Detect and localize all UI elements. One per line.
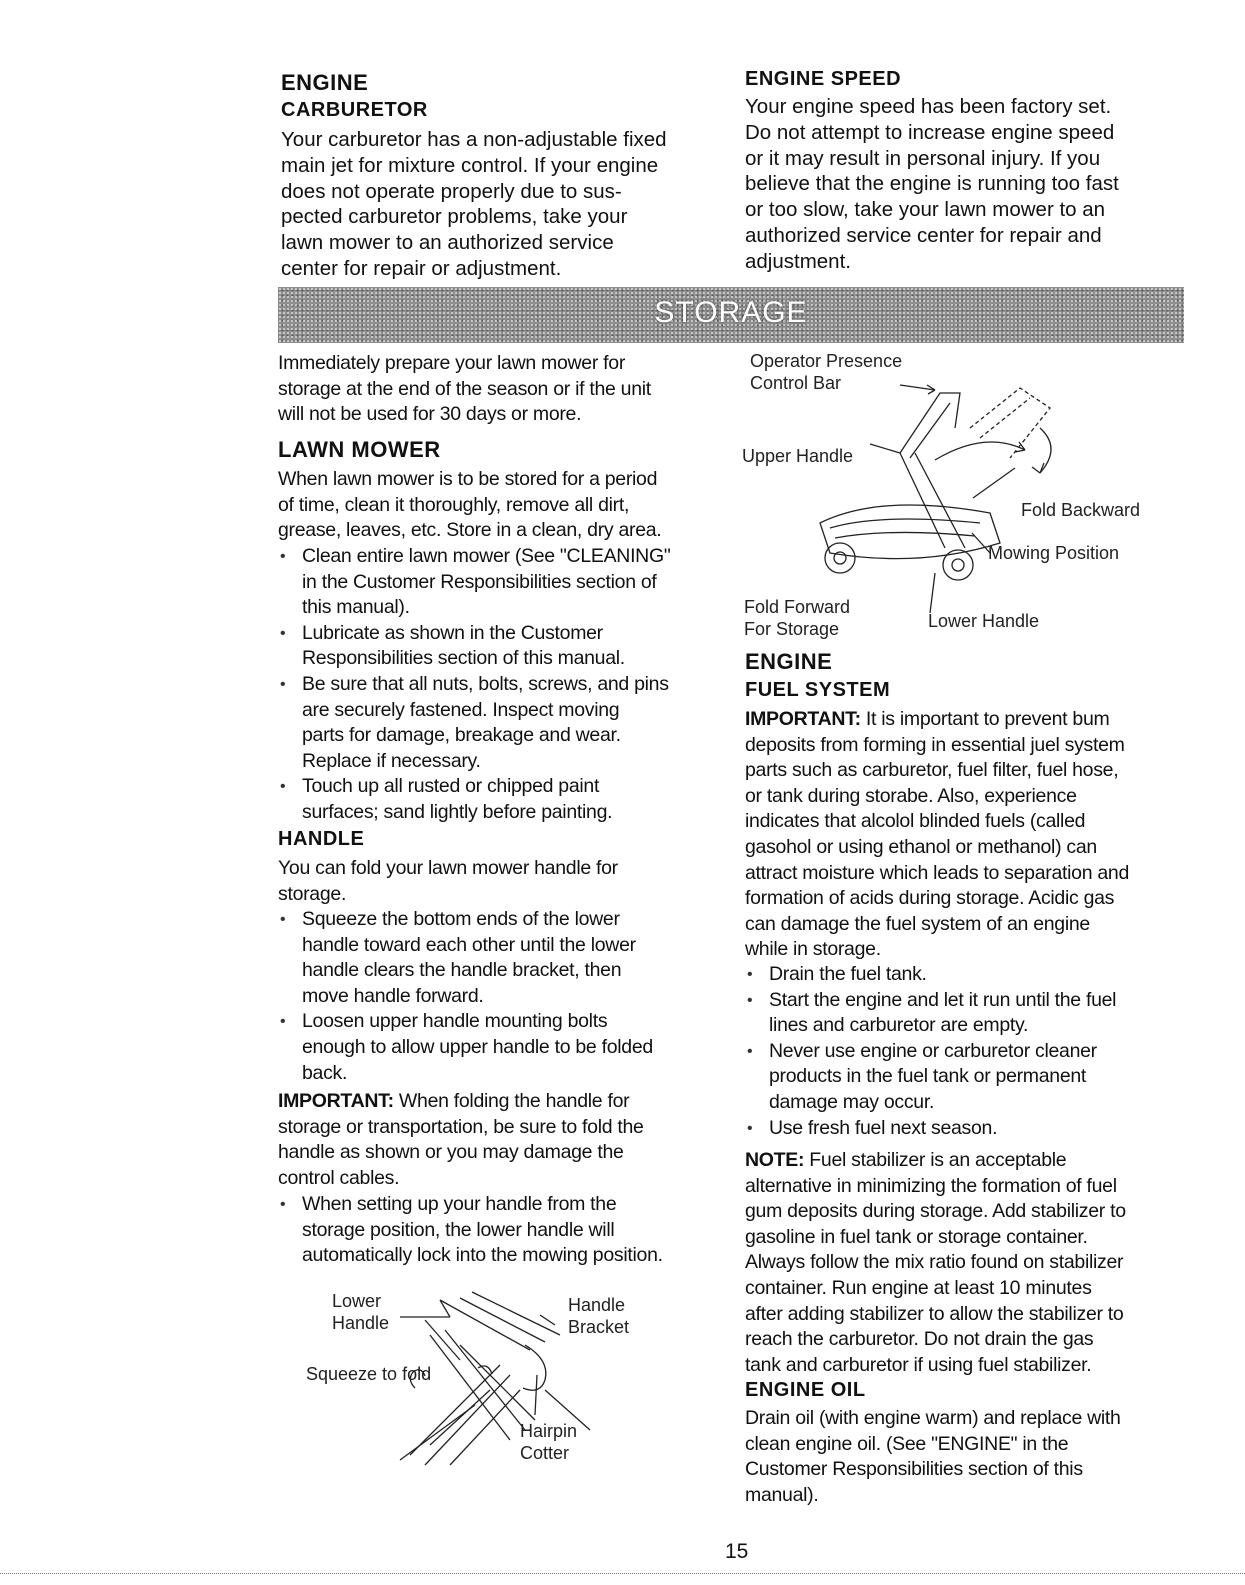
list-item: • Be sure that all nuts, bolts, screws, and pins are securely fastened. Inspect moving parts for damage, breakage and wear. Replace if necessary. [278, 672, 738, 774]
mower-handle-figure [740, 348, 1180, 648]
handle-heading: HANDLE [278, 828, 365, 850]
list-item: • Drain the fuel tank. [745, 962, 1215, 988]
operator-presence-label: Operator Presence Control Bar [750, 351, 903, 393]
storage-intro-text: Immediately prepare your lawn mower for storage at the end of the season or if the unit will not be used for 30 days or more. [278, 352, 651, 426]
fuel-important [745, 707, 1215, 963]
engine-speed-heading: ENGINE SPEED [745, 68, 902, 90]
handle-text: You can fold your lawn mower handle for storage. [278, 857, 618, 905]
list-item: • Never use engine or carburetor cleaner products in the fuel tank or permanent damage may occur. [745, 1039, 1215, 1116]
mowing-position-label: Mowing Position [988, 543, 1120, 563]
engine-speed-text: Your engine speed has been factory set. Do not attempt to increase engine speed or it may result in personal injury. If you believe that the engine is running too fast or too slow, take your lawn mower to an authorized service center for repair and adjustment. [745, 95, 1119, 273]
handle-bullets-2 [278, 1192, 748, 1269]
fuel-system-heading: FUEL SYSTEM [745, 679, 891, 701]
hairpin-cotter-label: Hairpin Cotter [520, 1421, 578, 1463]
engine-heading-2: ENGINE [745, 649, 833, 674]
squeeze-to-fold-label: Squeeze to fold [306, 1364, 432, 1384]
fold-backward-label: Fold Backward [1021, 500, 1141, 520]
lawn-mower-text: When lawn mower is to be stored for a period of time, clean it thoroughly, remove all dirt, grease, leaves, etc. Store in a clean, dry area. [278, 468, 662, 542]
fold-forward-label: Fold Forward For Storage [744, 597, 851, 639]
important-text: When folding the handle for storage or transportation, be sure to fold the handle as shown or you may damage the control cables. [278, 1090, 644, 1189]
handle-bullets [278, 907, 738, 1086]
engine-heading: ENGINE [281, 70, 369, 95]
note-text: Fuel stabilizer is an acceptable alternative in minimizing the formation of fuel gum deposits during storage. Add stabilizer to gasoline in fuel tank or storage container. Always follow the mix ratio found on stabilizer container. Run engine at least 10 minutes after adding stabilizer to allow the stabilizer to reach the carburetor. Do not drain the gas tank and carburetor if using fuel stabilizer. [745, 1149, 1126, 1376]
carburetor-heading: CARBURETOR [281, 99, 428, 121]
lower-handle-label: Lower Handle [332, 1291, 390, 1333]
list-item: • Use fresh fuel next season. [745, 1116, 1215, 1142]
lower-handle-mower-label: Lower Handle [928, 611, 1040, 631]
engine-oil-text: Drain oil (with engine warm) and replace with clean engine oil. (See "ENGINE" in the Customer Responsibilities section of this manual). [745, 1407, 1121, 1506]
list-item: • Loosen upper handle mounting bolts enough to allow upper handle to be folded back. [278, 1009, 738, 1086]
list-item: • Squeeze the bottom ends of the lower handle toward each other until the lower handle clears the handle bracket, then move handle forward. [278, 907, 738, 1009]
engine-oil-heading: ENGINE OIL [745, 1379, 866, 1401]
upper-handle-label: Upper Handle [742, 446, 854, 466]
handle-bracket-label: Handle Bracket [568, 1295, 630, 1337]
fuel-bullets [745, 962, 1215, 1141]
carburetor-text: Your carburetor has a non-adjustable fixed main jet for mixture control. If your engine does not operate properly due to sus- pected carburetor problems, take your lawn mower to an authorized service center for repair or adjustment. [281, 128, 667, 280]
list-item: • Lubricate as shown in the Customer Responsibilities section of this manual. [278, 621, 738, 672]
bottom-divider [0, 1573, 1245, 1574]
list-item: • Clean entire lawn mower (See "CLEANING" in the Customer Responsibilities section of this manual). [278, 544, 738, 621]
handle-important [278, 1089, 738, 1191]
list-item: • Touch up all rusted or chipped paint surfaces; sand lightly before painting. [278, 774, 738, 825]
lawn-mower-bullets [278, 544, 738, 826]
note-label: NOTE: [745, 1149, 805, 1171]
storage-banner-title: STORAGE [654, 296, 808, 329]
lawn-mower-heading: LAWN MOWER [278, 437, 441, 462]
important-text-2: It is important to prevent bum deposits from forming in essential juel system parts such as carburetor, fuel filter, fuel hose, or tank during storabe. Also, experience indicates that alcolol blinded fuels (called gasohol or using ethanol or methanol) can attract moisture which leads to separation and formation of acids during storage. Acidic gas can damage the fuel system of an engine while in storage. [745, 708, 1129, 961]
fuel-note [745, 1148, 1225, 1378]
important-label-2: IMPORTANT: [745, 708, 861, 730]
storage-banner [278, 287, 1184, 343]
handle-fold-figure [300, 1280, 720, 1500]
page-number: 15 [725, 1540, 749, 1563]
important-label: IMPORTANT: [278, 1090, 394, 1112]
list-item: • When setting up your handle from the storage position, the lower handle will automatically lock into the mowing position. [278, 1192, 748, 1269]
list-item: • Start the engine and let it run until the fuel lines and carburetor are empty. [745, 988, 1215, 1039]
